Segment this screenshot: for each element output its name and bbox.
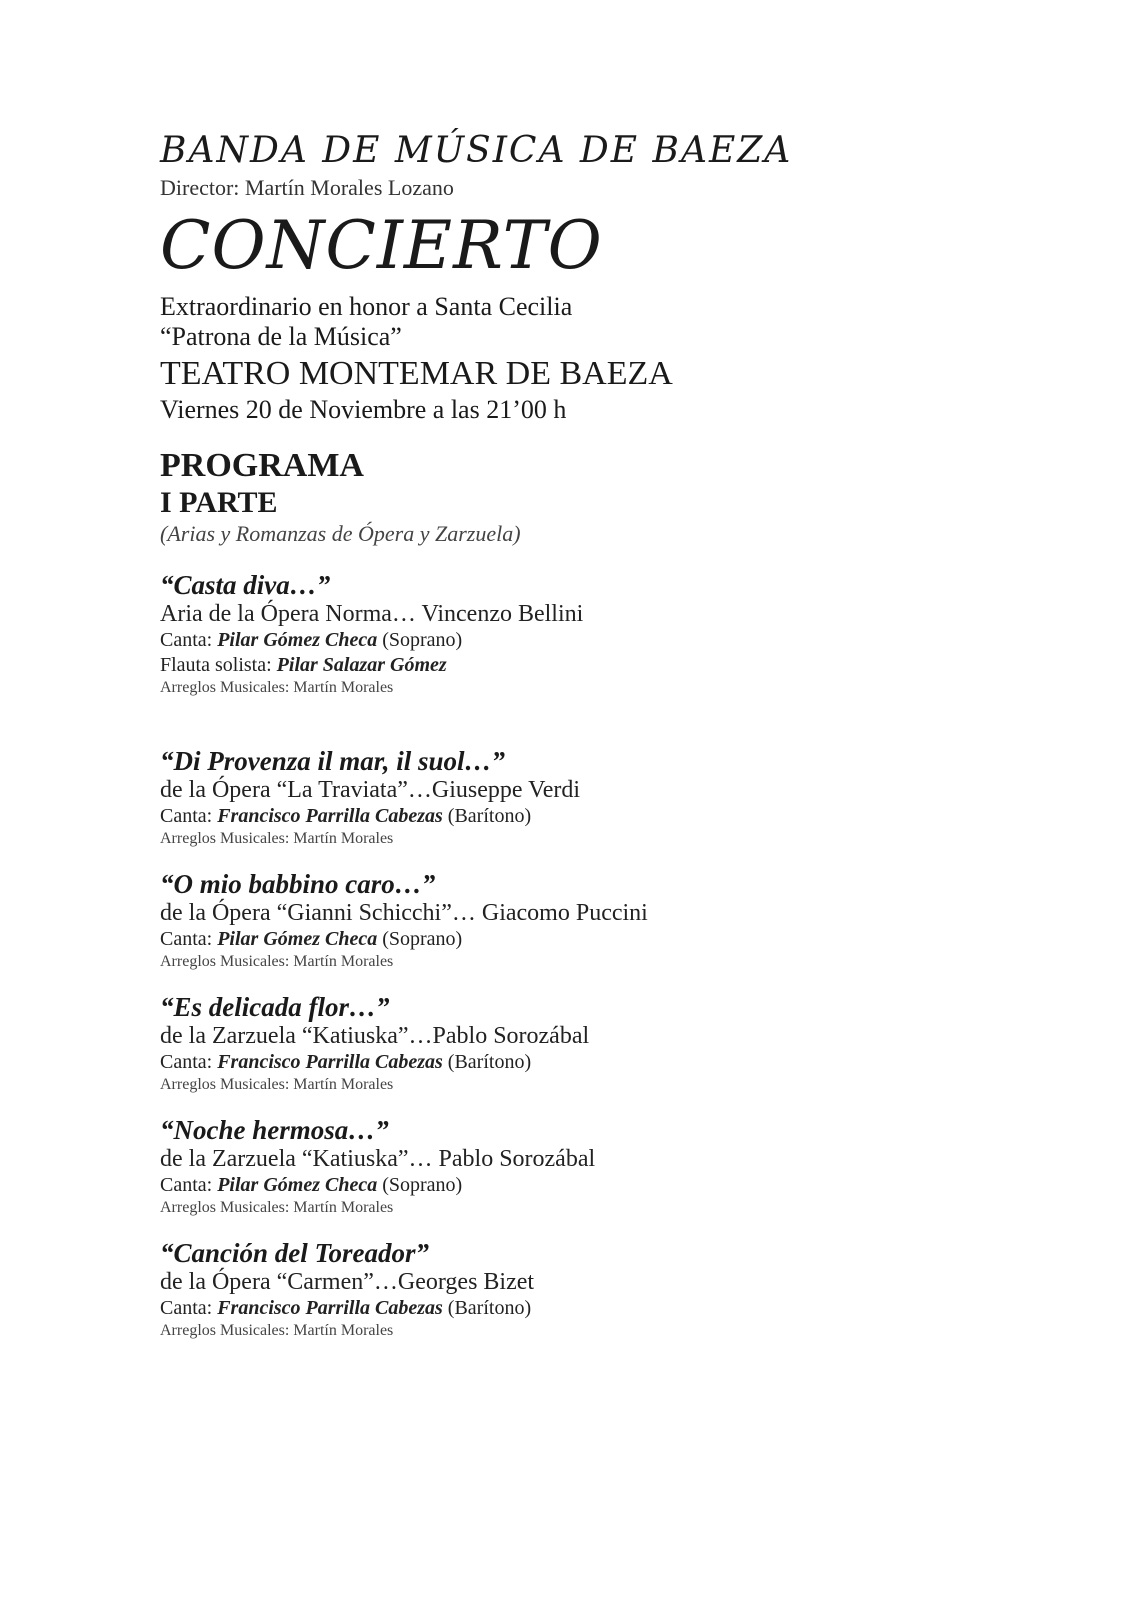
singer-name: Pilar Gómez Checa [217, 928, 378, 950]
piece-singer [160, 1050, 1060, 1075]
piece-singer [160, 1296, 1060, 1321]
piece-singer [160, 927, 1060, 952]
concert-program-page [160, 130, 1060, 1341]
singer-name: Pilar Gómez Checa [217, 1174, 378, 1196]
singer-label: Canta: [160, 928, 218, 950]
singer-label: Canta: [160, 805, 218, 827]
piece-singer [160, 1173, 1060, 1198]
piece-arrangement: Arreglos Musicales: Martín Morales [160, 830, 394, 847]
singer-name: Francisco Parrilla Cabezas [217, 1051, 443, 1073]
programa-heading: PROGRAMA [160, 447, 364, 484]
singer-label: Canta: [160, 1297, 218, 1319]
patrona-line: “Patrona de la Música” [160, 322, 402, 351]
piece-arrangement: Arreglos Musicales: Martín Morales [160, 1322, 394, 1339]
director-line: Director: Martín Morales Lozano [160, 175, 454, 200]
piece-flute-soloist [160, 653, 1060, 678]
singer-name: Pilar Gómez Checa [217, 629, 378, 651]
piece-work: de la Ópera “Gianni Schicchi”… Giacomo Puccini [160, 900, 648, 926]
singer-name: Francisco Parrilla Cabezas [217, 1297, 443, 1319]
program-piece [160, 1238, 1060, 1341]
piece-title: “Casta diva…” [160, 570, 331, 600]
piece-arrangement: Arreglos Musicales: Martín Morales [160, 679, 394, 696]
singer-label: Canta: [160, 1051, 218, 1073]
program-piece [160, 1115, 1060, 1218]
singer-name: Francisco Parrilla Cabezas [217, 805, 443, 827]
piece-arrangement: Arreglos Musicales: Martín Morales [160, 953, 394, 970]
piece-title: “O mio babbino caro…” [160, 869, 436, 899]
singer-voice: (Soprano) [377, 928, 463, 950]
piece-singer [160, 628, 1060, 653]
band-title: BANDA DE MÚSICA DE BAEZA [160, 130, 793, 171]
parte-description: (Arias y Romanzas de Ópera y Zarzuela) [160, 521, 521, 546]
singer-voice: (Barítono) [442, 805, 532, 827]
flute-name: Pilar Salazar Gómez [276, 654, 447, 676]
piece-title: “Canción del Toreador” [160, 1238, 430, 1268]
singer-voice: (Barítono) [442, 1297, 532, 1319]
piece-singer [160, 804, 1060, 829]
concert-date: Viernes 20 de Noviembre a las 21’00 h [160, 395, 567, 424]
concert-subtitle: Extraordinario en honor a Santa Cecilia [160, 292, 573, 321]
parte-heading: I PARTE [160, 486, 278, 519]
piece-work: de la Ópera “Carmen”…Georges Bizet [160, 1269, 535, 1295]
flute-label: Flauta solista: [160, 654, 277, 676]
program-piece [160, 869, 1060, 972]
piece-arrangement: Arreglos Musicales: Martín Morales [160, 1199, 394, 1216]
piece-title: “Di Provenza il mar, il suol…” [160, 746, 506, 776]
singer-voice: (Soprano) [377, 1174, 463, 1196]
venue-name: TEATRO MONTEMAR DE BAEZA [160, 355, 673, 392]
program-piece [160, 746, 1060, 849]
piece-work: de la Zarzuela “Katiuska”… Pablo Sorozábal [160, 1146, 596, 1172]
program-piece [160, 570, 1060, 698]
program-piece [160, 992, 1060, 1095]
singer-voice: (Barítono) [442, 1051, 532, 1073]
piece-work: Aria de la Ópera Norma… Vincenzo Bellini [160, 601, 584, 627]
concierto-title: CONCIERTO [160, 207, 603, 284]
piece-title: “Es delicada flor…” [160, 992, 390, 1022]
singer-label: Canta: [160, 1174, 218, 1196]
piece-work: de la Ópera “La Traviata”…Giuseppe Verdi [160, 777, 581, 803]
piece-title: “Noche hermosa…” [160, 1115, 389, 1145]
singer-voice: (Soprano) [377, 629, 463, 651]
singer-label: Canta: [160, 629, 218, 651]
piece-arrangement: Arreglos Musicales: Martín Morales [160, 1076, 394, 1093]
piece-work: de la Zarzuela “Katiuska”…Pablo Sorozábal [160, 1023, 590, 1049]
